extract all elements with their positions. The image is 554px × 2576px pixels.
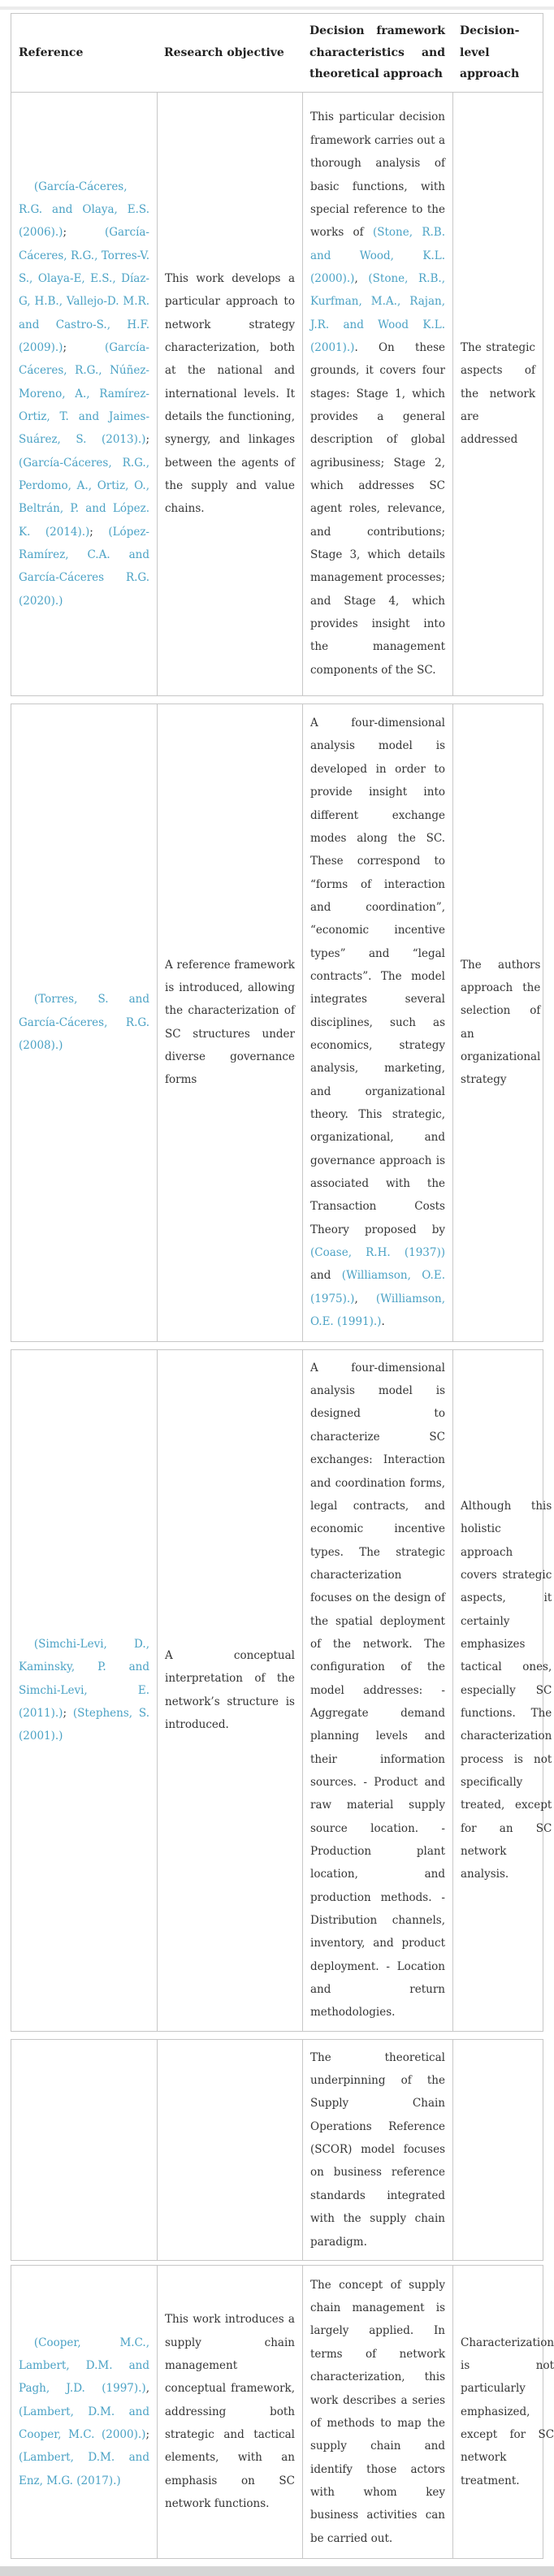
citation-link[interactable]: (Torres, S. and García-Cáceres, R.G. (2008).) (19, 993, 149, 1052)
decision-level-text (461, 954, 540, 1092)
text-run: This particular decision framework carries out a thorough analysis of basic functions, with special reference to the works of (310, 110, 445, 240)
citation-link[interactable]: (García-Cáceres, R.G. and Olaya, E.S. (2006).) (19, 180, 149, 240)
cell-decision-level (452, 1350, 554, 2031)
citation-link[interactable]: (López-Ramírez, C.A. and García-Cáceres R.G. (2020).) (19, 525, 149, 608)
text-run: A conceptual interpretation of the network’s structure is introduced. (165, 1649, 295, 1732)
cell-research-objective (157, 1350, 302, 2031)
cell-framework (302, 704, 452, 1341)
table-header-row (11, 14, 543, 93)
cell-research-objective (157, 2040, 302, 2260)
framework-text (310, 712, 445, 1333)
text-run: A four-dimensional analysis model is designed to characterize SC exchanges: Interaction and coordination forms, legal contracts, and economic incentive types. The strategic characterization focuses on the design of the spatial deployment of the network. The configuration of the model addresses: - Aggregate demand planning levels and their information sources. - Product and raw material supply source location. - Production plant location, and production methods. - Distribution channels, inventory, and product deployment. - Location and return methodologies. (310, 1361, 445, 2020)
column-header-decision-level (452, 14, 543, 92)
cell-reference (11, 704, 157, 1341)
column-header-label: Research objective (164, 45, 284, 59)
table-row (11, 704, 543, 1341)
text-run: The theoretical underpinning of the Supply Chain Operations Reference (SCOR) model focuses on business reference standards integrated with the supply chain paradigm. (310, 2050, 445, 2249)
reference-text (19, 988, 149, 1057)
cell-decision-level (452, 2040, 543, 2260)
table-row (11, 2040, 543, 2260)
table-block-2 (11, 704, 543, 1342)
citation-link[interactable]: (Williamson, O.E. (1991).) (310, 1292, 445, 1329)
cell-research-objective (157, 2266, 302, 2558)
page-bottom-edge (0, 2566, 554, 2576)
cell-reference (11, 2040, 157, 2260)
reference-text (19, 175, 149, 613)
table-block-4 (11, 2039, 543, 2261)
text-run: ; (89, 525, 109, 539)
text-run: , (354, 1292, 376, 1305)
objective-text (165, 267, 295, 521)
citation-link[interactable]: (Lambert, D.M. and Cooper, M.C. (2000).) (19, 2405, 149, 2442)
citation-link[interactable]: (Simchi-Levi, D., Kaminsky, P. and Simchi-Levi, E. (2011).) (19, 1637, 149, 1720)
text-run: . On these grounds, it covers four stages: Stage 1, which provides a general description of global agribusiness; Stage 2, which addresses SC agent roles, relevance, and contributions; Stage 3, which details management processes; and Stage 4, which provides insight into the management components of the SC. (310, 340, 445, 677)
column-header-label: Reference (19, 45, 84, 59)
cell-research-objective (157, 704, 302, 1341)
citation-link[interactable]: (García-Cáceres, R.G., Torres-V. S., Olaya-E, E.S., Díaz-G, H.B., Vallejo-D. M.R. and Castro-S., H.F. (2009).) (19, 226, 149, 354)
text-run: ; (63, 1706, 73, 1720)
cell-decision-level (452, 93, 543, 695)
citation-link[interactable]: (Stone, R.B., Kurfman, M.A., Rajan, J.R. and Wood K.L. (2001).) (310, 271, 445, 354)
framework-text (310, 2274, 445, 2550)
text-run: The concept of supply chain management is largely applied. In terms of network characterization, this work describes a series of methods to map the supply chain and identify those actors with whom key business activities can be carried out. (310, 2278, 445, 2545)
decision-level-text (461, 336, 535, 452)
decision-level-text (461, 2331, 554, 2492)
framework-text (310, 1357, 445, 2024)
cell-framework (302, 2040, 452, 2260)
column-header-reference (11, 14, 157, 92)
citation-link[interactable]: (García-Cáceres, R.G., Perdomo, A., Ortiz, O., Beltrán, P. and López. K. (2014).) (19, 456, 149, 539)
table-block-3 (11, 1349, 552, 2032)
citation-link[interactable]: (Stone, R.B. and Wood, K.L. (2000).) (310, 226, 445, 285)
table-row (11, 2266, 554, 2558)
reference-text (19, 2331, 149, 2492)
text-run: Characterization is not particularly emphasized, except for SC network treatment. (461, 2336, 554, 2487)
cell-framework (302, 93, 452, 695)
literature-review-table (11, 13, 554, 2559)
framework-text (310, 106, 445, 682)
citation-link[interactable]: (Cooper, M.C., Lambert, D.M. and Pagh, J.D. (1997).) (19, 2336, 149, 2396)
text-run: ; (63, 340, 105, 354)
text-run: ; (63, 226, 105, 240)
objective-text (165, 954, 295, 1092)
cell-framework (302, 2266, 452, 2558)
text-run: . (381, 1315, 385, 1329)
text-run: The authors approach the selection of an organizational strategy (461, 958, 541, 1087)
column-header-framework (302, 14, 452, 92)
text-run: A four-dimensional analysis model is developed in order to provide insight into different exchange modes along the SC. These correspond to “forms of interaction and coordination”, “economic incentive types” and “legal contracts”. The model integrates several disciplines, such as economics, strategy analysis, marketing, and organizational theory. This strategic, organizational, and governance approach is associated with the Transaction Costs Theory proposed by (310, 717, 445, 1236)
cell-decision-level (452, 704, 548, 1341)
page-top-edge (0, 6, 554, 10)
citation-link[interactable]: (García-Cáceres, R.G., Núñez-Moreno, A., Ramírez-Ortiz, T. and Jaimes-Suárez, S. (2013).) (19, 340, 149, 447)
framework-text (310, 2046, 445, 2253)
citation-link[interactable]: (Lambert, D.M. and Enz, M.G. (2017).) (19, 2451, 149, 2487)
reference-text (19, 1633, 149, 1748)
table-block-5 (11, 2265, 554, 2559)
table-block-1 (11, 13, 543, 696)
column-header-label: Decision framework characteristics and theoretical approach (309, 24, 445, 81)
cell-framework (302, 1350, 452, 2031)
text-run: A reference framework is introduced, allowing the characterization of SC structures under diverse governance forms (165, 958, 295, 1087)
decision-level-text (461, 1495, 552, 1886)
cell-research-objective (157, 93, 302, 695)
text-run: This work introduces a supply chain management conceptual framework, addressing both strategic and tactical elements, with an emphasis on SC network functions. (165, 2313, 295, 2511)
text-run: ; (145, 433, 149, 447)
citation-link[interactable]: (Williamson, O.E. (1975).) (310, 1269, 445, 1305)
text-run: ; (145, 2428, 149, 2442)
table-row (11, 93, 543, 695)
cell-reference (11, 93, 157, 695)
citation-link[interactable]: (Stephens, S. (2001).) (19, 1706, 149, 1743)
table-row (11, 1350, 552, 2031)
objective-text (165, 1644, 295, 1736)
text-run: This work develops a particular approach to network strategy characterization, both at the national and international levels. It details the functioning, synergy, and linkages between the agents of the supply and value chains. (165, 271, 295, 516)
text-run: , (145, 2382, 149, 2396)
column-header-research-objective (157, 14, 302, 92)
column-header-label: Decision-level approach (460, 24, 520, 81)
text-run: Although this holistic approach covers strategic aspects, it certainly emphasizes tactical ones, especially SC functions. The characterization process is not specifically treated, except for an SC network analysis. (461, 1499, 552, 1881)
text-run: and (310, 1269, 342, 1283)
text-run: , (354, 271, 369, 285)
cell-decision-level (452, 2266, 554, 2558)
citation-link[interactable]: (Coase, R.H. (1937)) (310, 1246, 445, 1260)
objective-text (165, 2308, 295, 2515)
cell-reference (11, 1350, 157, 2031)
text-run: The strategic aspects of the network are addressed (461, 340, 535, 447)
cell-reference (11, 2266, 157, 2558)
